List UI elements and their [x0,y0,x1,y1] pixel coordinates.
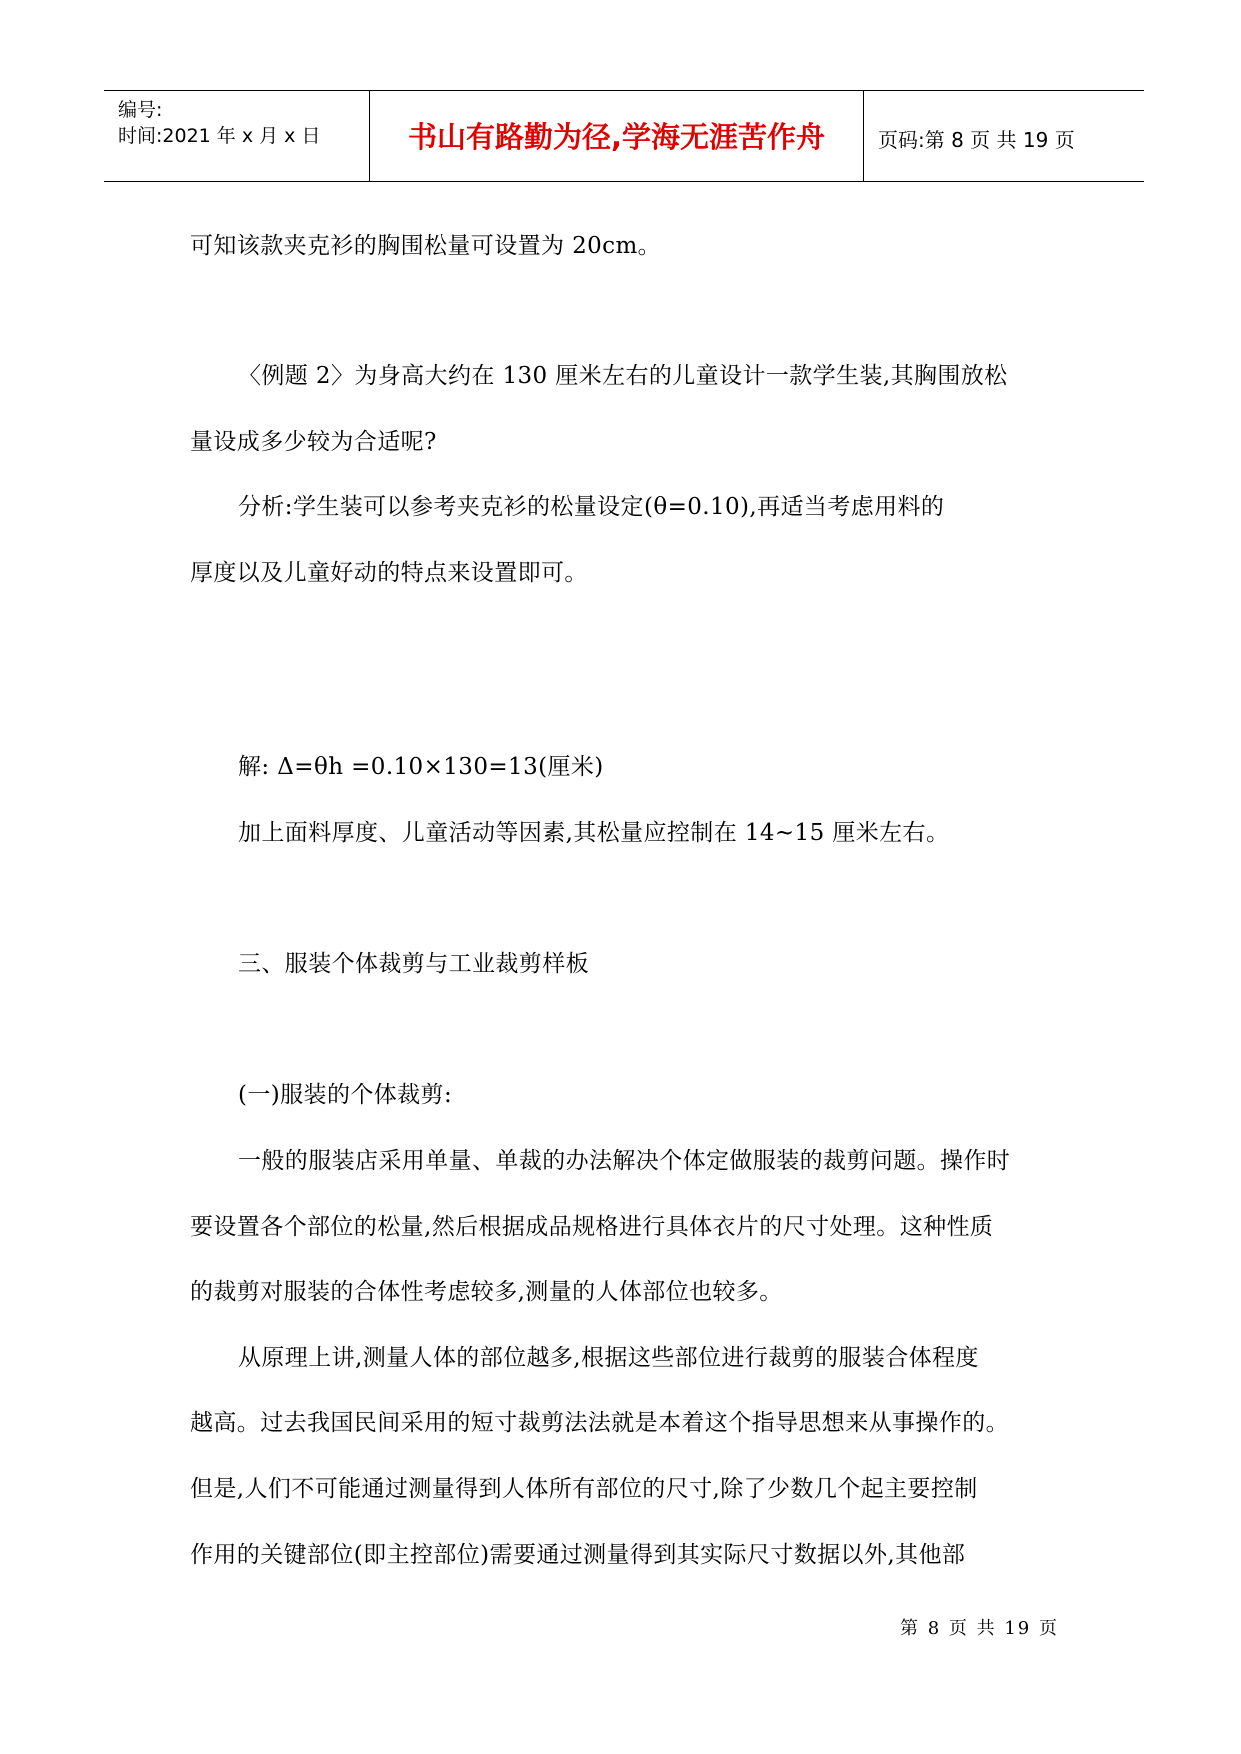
header-motto: 书山有路勤为径,学海无涯苦作舟 [407,120,826,154]
body-line: 〈例题 2〉为身高大约在 130 厘米左右的儿童设计一款学生装,其胸围放松 [238,363,1008,389]
section-heading: 三、服装个体裁剪与工业裁剪样板 [238,951,589,977]
header-right-cell [864,91,1144,181]
document-header [104,90,1144,182]
body-line: 越高。过去我国民间采用的短寸裁剪法法就是本着这个指导思想来从事操作的。 [190,1410,1009,1436]
header-middle-cell [370,91,864,181]
document-date-label: 时间:2021 年 x 月 x 日 [118,125,321,147]
document-number-label: 编号: [118,99,163,121]
body-line: 一般的服装店采用单量、单裁的办法解决个体定做服装的裁剪问题。操作时 [238,1148,1011,1174]
header-left-cell [104,91,370,181]
body-line: 分析:学生装可以参考夹克衫的松量设定(θ=0.10),再适当考虑用料的 [238,494,945,520]
body-line: 的裁剪对服装的合体性考虑较多,测量的人体部位也较多。 [190,1279,783,1305]
body-line: 厚度以及儿童好动的特点来设置即可。 [190,560,588,586]
body-line: 量设成多少较为合适呢? [190,429,437,455]
body-line: 加上面料厚度、儿童活动等因素,其松量应控制在 14~15 厘米左右。 [238,820,950,846]
body-line: 作用的关键部位(即主控部位)需要通过测量得到其实际尺寸数据以外,其他部 [190,1542,966,1568]
body-line: 从原理上讲,测量人体的部位越多,根据这些部位进行裁剪的服装合体程度 [238,1345,979,1371]
body-line: 解: Δ=θh =0.10×130=13(厘米) [238,754,604,780]
header-page-code: 页码:第 8 页 共 19 页 [878,128,1075,152]
body-line: 但是,人们不可能通过测量得到人体所有部位的尺寸,除了少数几个起主要控制 [190,1476,978,1502]
subsection-heading: (一)服装的个体裁剪: [238,1082,453,1108]
body-line: 要设置各个部位的松量,然后根据成品规格进行具体衣片的尺寸处理。这种性质 [190,1214,994,1240]
page-footer: 第 8 页 共 19 页 [900,1618,1059,1639]
body-line: 可知该款夹克衫的胸围松量可设置为 20cm。 [190,233,662,259]
